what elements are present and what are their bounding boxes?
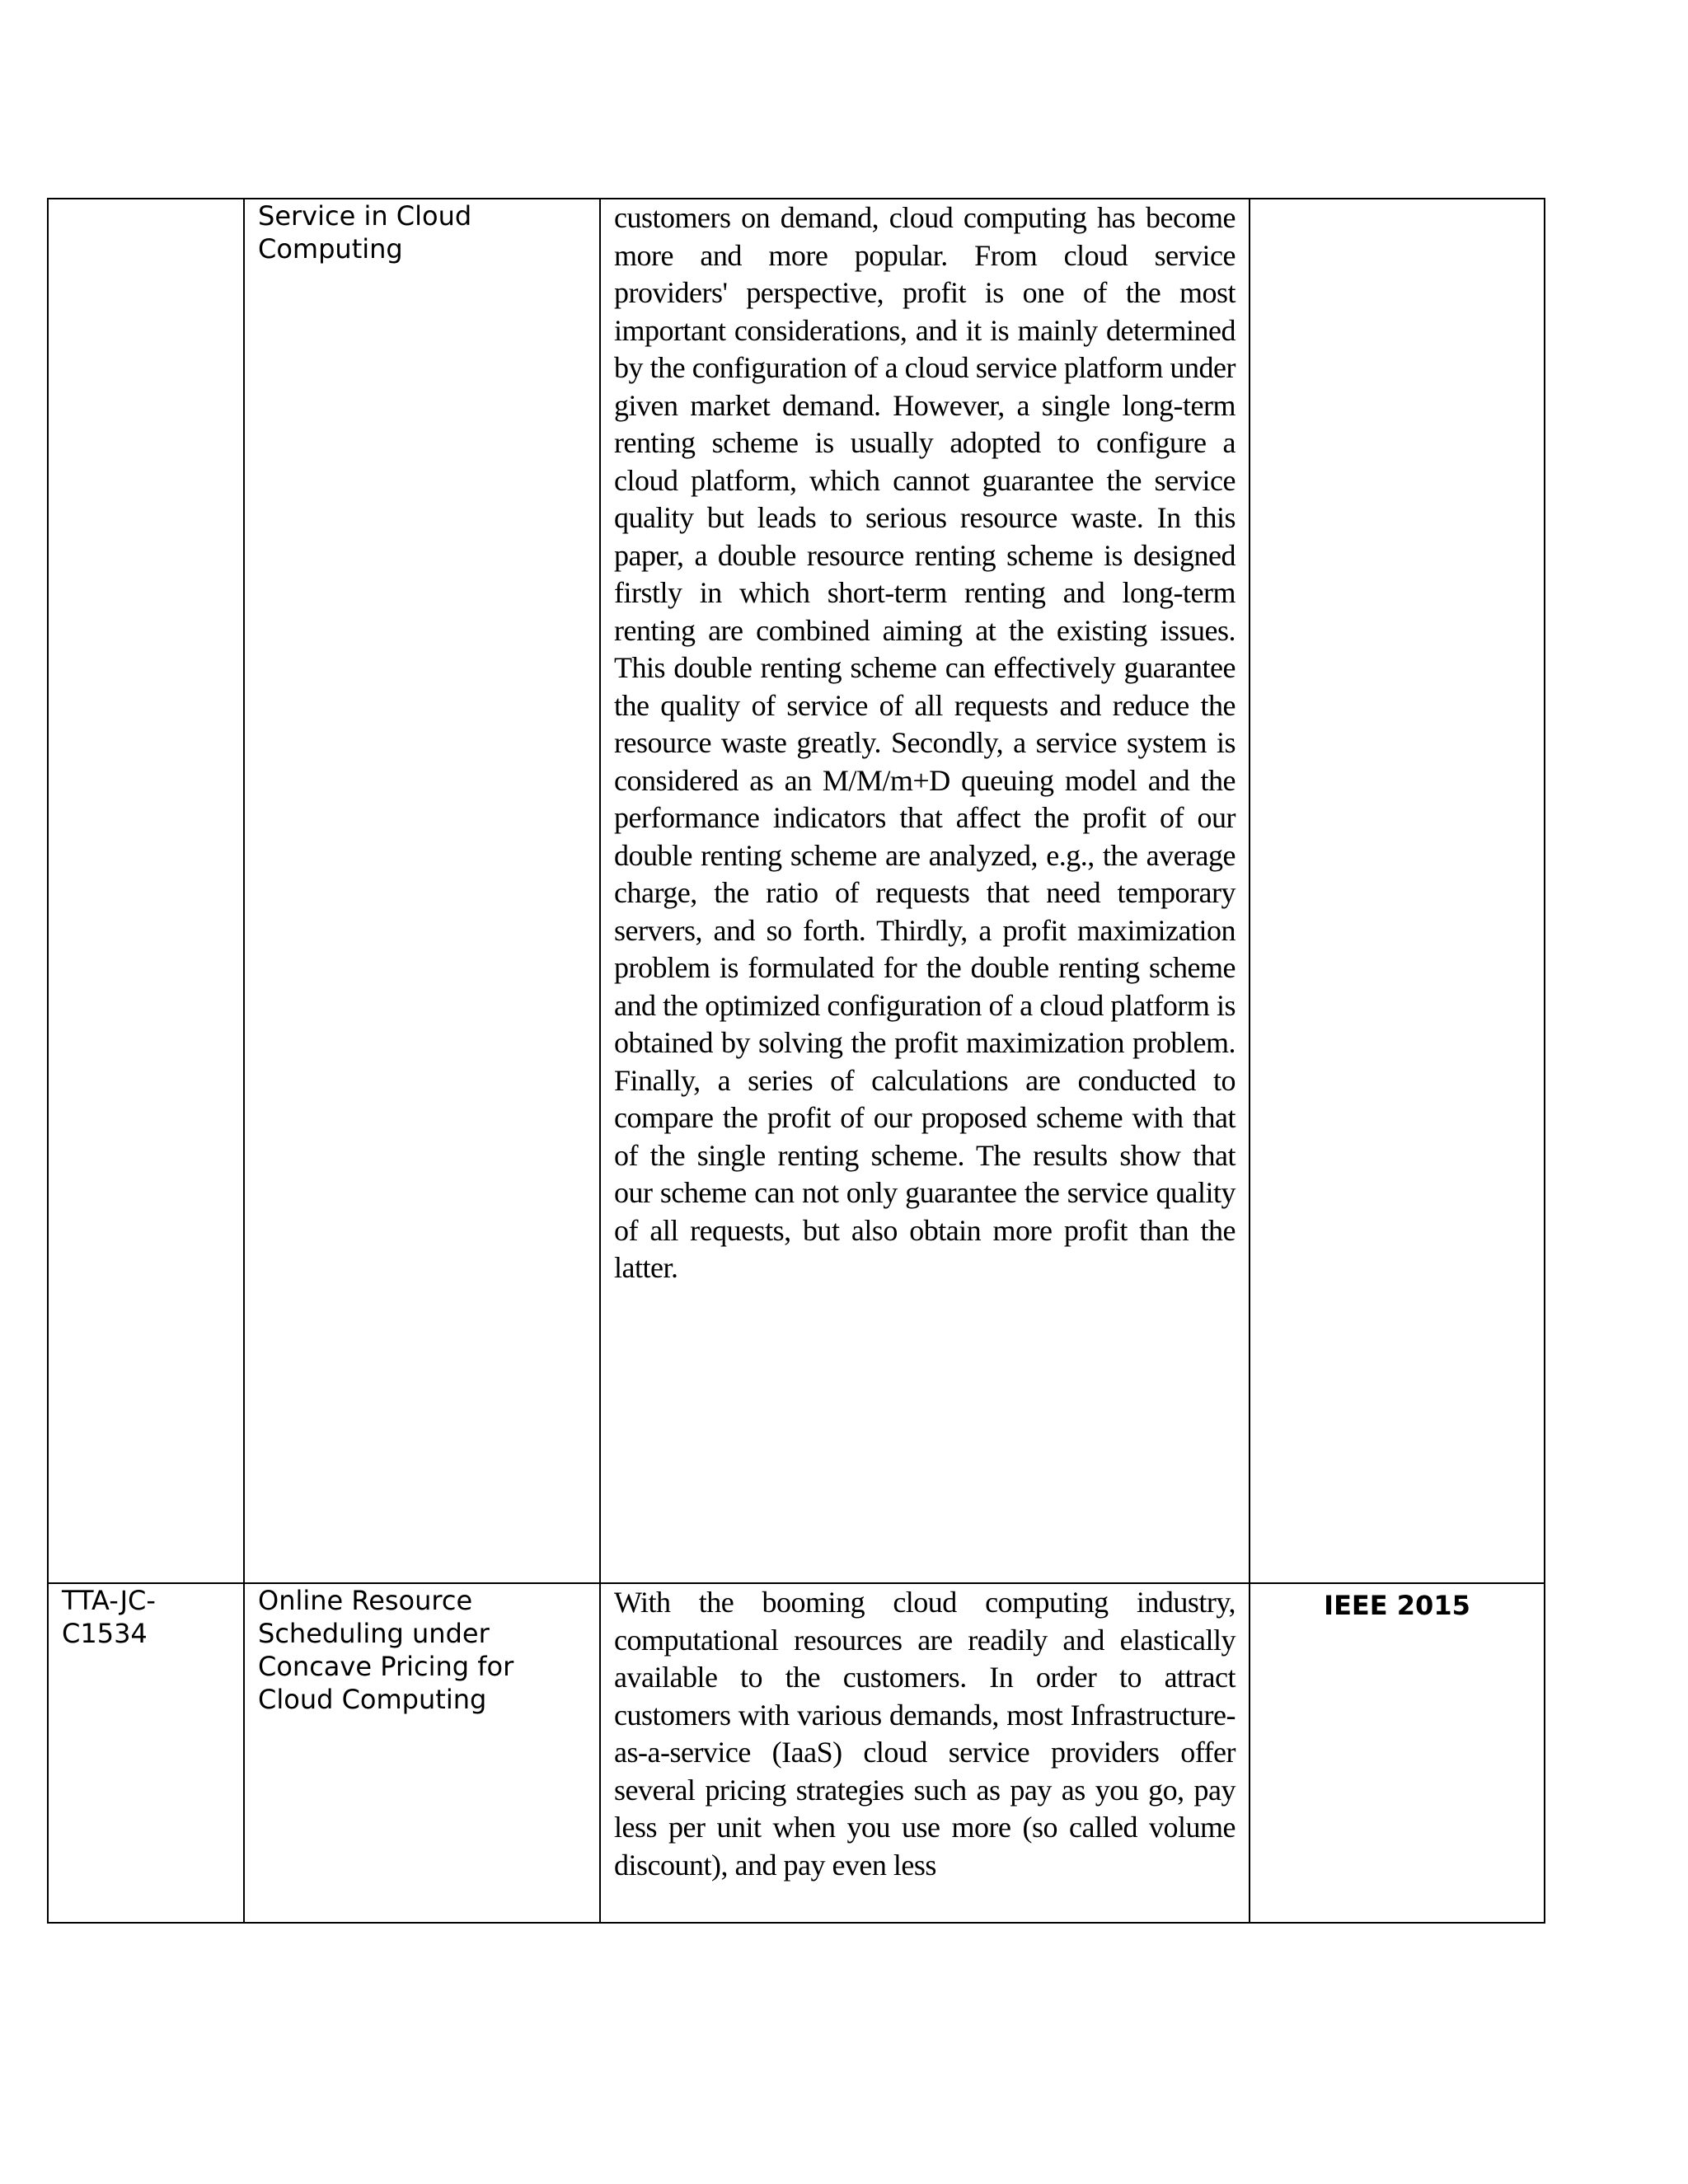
code-cell — [48, 1583, 244, 1923]
project-title: Service in Cloud Computing — [258, 200, 472, 265]
project-abstract: customers on demand, cloud computing has become more and more popular. From cloud service providers' perspective, profit is one of the most important considerations, and it is mainly determined by the configuration of a cloud service platform under given market demand. However, a single long-term renting scheme is usually adopted to configure a cloud platform, which cannot guarantee the service quality but leads to serious resource waste. In this paper, a double resource renting scheme is designed firstly in which short-term renting and long-term renting are combined aiming at the existing issues. This double renting scheme can effectively guarantee the quality of service of all requests and reduce the resource waste greatly. Secondly, a service system is considered as an M/M/m+D queuing model and the performance indicators that affect the profit of our double renting scheme are analyzed, e.g., the average charge, the ratio of requests that need temporary servers, and so forth. Thirdly, a profit maximization problem is formulated for the double renting scheme and the optimized configuration of a cloud platform is obtained by solving the profit maximization problem. Finally, a series of calculations are conducted to compare the profit of our proposed scheme with that of the single renting scheme. The results show that our scheme can not only guarantee the service quality of all requests, but also obtain more profit than the latter. — [614, 201, 1236, 1284]
project-abstract: With the booming cloud computing industry, computational resources are readily and elastically available to the customers. In order to attract customers with various demands, most Infrastructure-as-a-service (IaaS) cloud service providers offer several pricing strategies such as pay as you go, pay less per unit when you use more (so called volume discount), and pay even less — [614, 1586, 1236, 1882]
title-cell — [244, 1583, 600, 1923]
abstract-cell — [600, 199, 1250, 1583]
title-cell — [244, 199, 600, 1583]
project-title: Online Resource Scheduling under Concave Pricing for Cloud Computing — [258, 1585, 514, 1715]
project-year: IEEE 2015 — [1324, 1590, 1470, 1621]
table-row — [48, 1583, 1545, 1923]
project-year — [1250, 199, 1544, 204]
table-row — [48, 199, 1545, 1583]
year-cell — [1250, 199, 1545, 1583]
project-code: TTA-JC- C1534 — [62, 1585, 156, 1649]
abstract-cell — [600, 1583, 1250, 1923]
project-table — [47, 198, 1545, 1924]
year-cell — [1250, 1583, 1545, 1923]
code-cell — [48, 199, 244, 1583]
